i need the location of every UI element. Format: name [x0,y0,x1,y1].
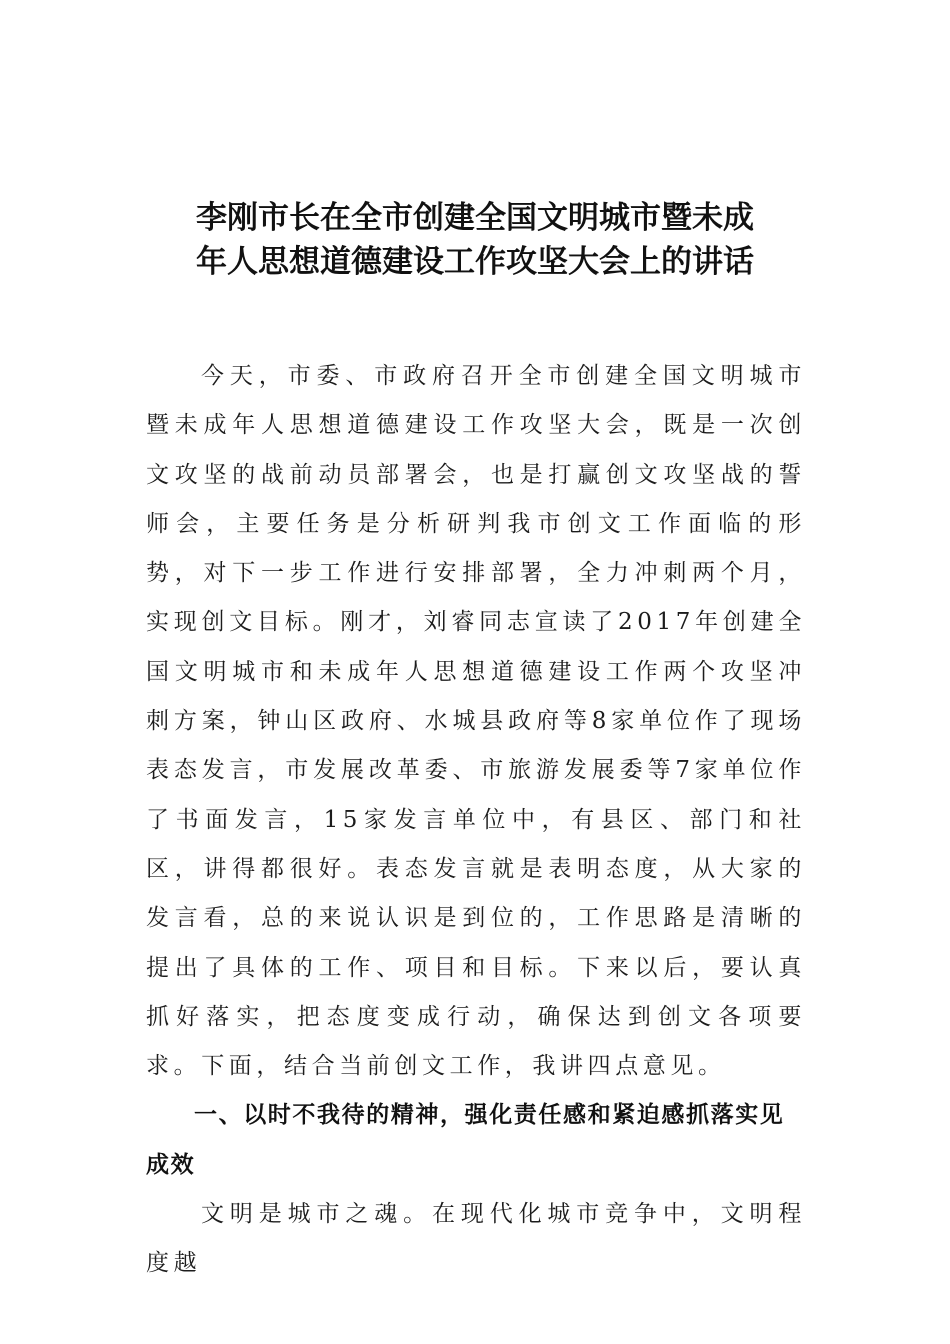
document-body [146,352,806,1289]
title-line-1: 李刚市长在全市创建全国文明城市暨未成 [196,200,754,236]
title-line-2: 年人思想道德建设工作攻坚大会上的讲话 [196,244,754,280]
section-1-paragraph: 文明是城市之魂。在现代化城市竞争中，文明程度越 [146,1201,806,1277]
section-heading-1: 一、以时不我待的精神，强化责任感和紧迫感抓落实见成效 [146,1102,785,1178]
document-title [120,196,830,284]
intro-paragraph: 今天，市委、市政府召开全市创建全国文明城市暨未成年人思想道德建设工作攻坚大会，既是一次创文攻坚的战前动员部署会，也是打赢创文攻坚战的誓师会，主要任务是分析研判我市创文工作面临的形势，对下一步工作进行安排部署，全力冲刺两个月，实现创文目标。刚才，刘睿同志宣读了2017年创建全国文明城市和未成年人思想道德建设工作两个攻坚冲刺方案，钟山区政府、水城县政府等8家单位作了现场表态发言，市发展改革委、市旅游发展委等7家单位作了书面发言，15家发言单位中，有县区、部门和社区，讲得都很好。表态发言就是表明态度，从大家的发言看，总的来说认识是到位的，工作思路是清晰的提出了具体的工作、项目和目标。下来以后，要认真抓好落实，把态度变成行动，确保达到创文各项要求。下面，结合当前创文工作，我讲四点意见。 [146,363,806,1080]
